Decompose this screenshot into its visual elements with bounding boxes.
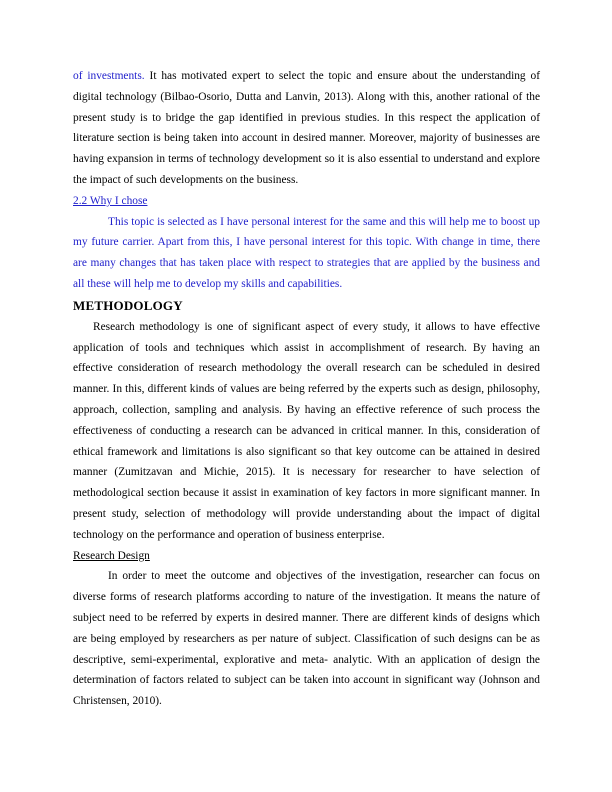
- section-2-2-heading: 2.2 Why I chose: [73, 194, 148, 207]
- section-2-2-paragraph: This topic is selected as I have personal interest for the same and this will help me to boost up my future carrier. Apart from this, I have personal interest for this topic. With change in time, there are many changes that has taken place with respect to strategies that are applied by the business and all these will help me to develop my skills and capabilities.: [73, 215, 540, 290]
- intro-lead-blue: of investments.: [73, 70, 145, 82]
- research-design-heading: Research Design: [73, 549, 150, 562]
- intro-paragraph: [73, 66, 540, 191]
- methodology-paragraph: Research methodology is one of significant aspect of every study, it allows to have effective application of tools and techniques which assist in accomplishment of research. By having an effective consideration of research methodology the overall research can be scheduled in desired manner. In this, different kinds of values are being referred by the experts such as design, philosophy, approach, collection, sampling and analysis. By having an effective reference of such process the effectiveness of conducting a research can be advanced in critical manner. In this, consideration of ethical framework and limitations is also significant so that key outcome can be attained in desired manner (Zumitzavan and Michie, 2015). It is necessary for researcher to have selection of methodological section because it assist in examination of key factors in more significant manner. In present study, selection of methodology will provide understanding about the impact of digital technology on the performance and operation of business enterprise.: [73, 320, 540, 541]
- methodology-heading: METHODOLOGY: [73, 297, 183, 313]
- intro-text: It has motivated expert to select the topic and ensure about the understanding of digital technology (Bilbao-Osorio, Dutta and Lanvin, 2013). Along with this, another rational of the present study is to bridge the gap identified in previous studies. In this respect the application of literature section is being taken into account in desired manner. Moreover, majority of businesses are having expansion in terms of technology development so it is also essential to understand and explore the impact of such developments on the business.: [73, 70, 540, 186]
- research-design-paragraph: In order to meet the outcome and objectives of the investigation, researcher can focus on diverse forms of research platforms according to nature of the investigation. It means the nature of subject need to be referred by experts in desired manner. There are different kinds of designs which are being employed by researchers as per nature of subject. Classification of such designs can be as descriptive, semi-experimental, explorative and meta- analytic. With an application of design the determination of factors related to subject can be taken into account in significant way (Johnson and Christensen, 2010).: [73, 570, 540, 708]
- page-content: [73, 66, 540, 712]
